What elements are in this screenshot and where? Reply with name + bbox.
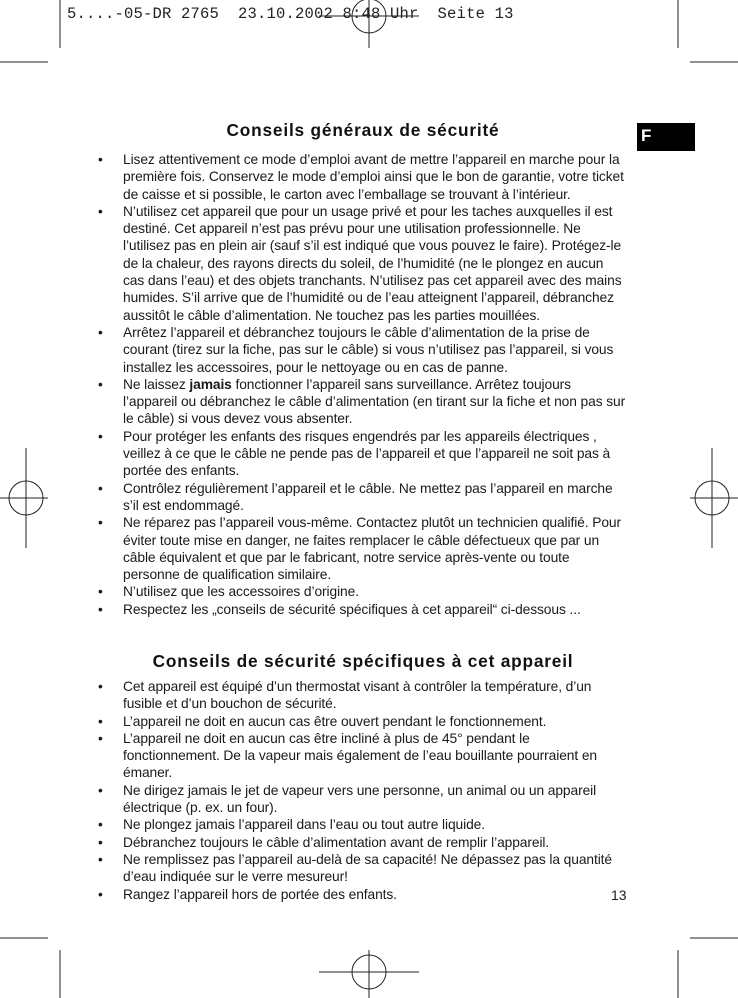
list-item-supervision: [123, 376, 628, 428]
list-item: • N’utilisez que les accessoires d’origine.: [123, 583, 628, 600]
heading-specific-safety: Conseils de sécurité spécifiques à cet appareil: [152, 651, 574, 671]
crop-mark-top-right: [678, 0, 738, 62]
list-item: • Respectez les „conseils de sécurité spécifiques à cet appareil“ ci-dessous ...: [123, 601, 628, 618]
print-slug-header: 5....-05-DR 2765 23.10.2002 8:48 Uhr Seite 13: [67, 5, 514, 23]
supervision-text-start: Ne laissez: [123, 376, 190, 392]
list-item: • Rangez l’appareil hors de portée des enfants.: [123, 886, 628, 903]
specific-safety-list: [0, 678, 628, 903]
list-item: • Ne réparez pas l’appareil vous-même. Contactez plutôt un technicien qualifié. Pour éviter toute mise en danger, ne faites remplacer le câble défectueux que par un câble équivalent et que par le fabricant, notre service après-vente ou toute personne de qualification similaire.: [123, 514, 628, 583]
list-item: • Pour protéger les enfants des risques engendrés par les appareils électriques , veillez à ce que le câble ne pende pas de l’appareil et que l’appareil ne soit pas à portée des enfants.: [123, 428, 628, 480]
list-item: • Ne dirigez jamais le jet de vapeur vers une personne, un animal ou un appareil électrique (p. ex. un four).: [123, 782, 628, 817]
page-number: 13: [611, 887, 627, 903]
crop-mark-bottom-left: [0, 938, 60, 998]
list-item: • Ne plongez jamais l’appareil dans l’eau ou tout autre liquide.: [123, 816, 628, 833]
language-tab-f: F: [637, 123, 695, 151]
heading-general-safety: Conseils généraux de sécurité: [226, 120, 500, 140]
general-safety-list: [0, 151, 628, 618]
list-item: • Ne remplissez pas l’appareil au-delà de sa capacité! Ne dépassez pas la quantité d’eau indiquée sur le verre mesureur!: [123, 851, 628, 886]
registration-mark-right: [690, 448, 738, 548]
list-item: • L’appareil ne doit en aucun cas être incliné à plus de 45° pendant le fonctionnement. De la vapeur mais également de l’eau bouillante pourraient en émaner.: [123, 730, 628, 782]
list-item: • Contrôlez régulièrement l’appareil et le câble. Ne mettez pas l’appareil en marche s’il est endommagé.: [123, 480, 628, 515]
registration-mark-bottom: [319, 950, 419, 998]
crop-mark-top-left: [0, 0, 60, 62]
emphasis-never: jamais: [189, 376, 232, 392]
list-item: • Lisez attentivement ce mode d’emploi avant de mettre l’appareil en marche pour la première fois. Conservez le mode d’emploi ainsi que le bon de garantie, votre ticket de caisse et si possible, le carton avec l’emballage se trouvant à l’intérieur.: [123, 151, 628, 203]
list-item: • Débranchez toujours le câble d’alimentation avant de remplir l’appareil.: [123, 834, 628, 851]
list-item: • N’utilisez cet appareil que pour un usage privé et pour les taches auxquelles il est destiné. Cet appareil n’est pas prévu pour une utilisation professionnelle. Ne l’utilisez pas en plein air (sauf s’il est indiqué que vous pouvez le faire). Protégez-le de la chaleur, des rayons directs du soleil, de l’humidité (ne le plongez en aucun cas dans l’eau) et des objets tranchants. N’utilisez pas cet appareil avec des mains humides. S’il arrive que de l’humidité ou de l’eau atteignent l’appareil, débranchez aussitôt le câble d’alimentation. Ne touchez pas les parties mouillées.: [123, 203, 628, 324]
supervision-text-end: fonctionner l’appareil sans surveillance. Arrêtez toujours l’appareil ou débranchez le câble d’alimentation (en tirant sur la fiche et non pas sur le câble) si vous devez vous absenter.: [123, 376, 626, 427]
list-item: • L’appareil ne doit en aucun cas être ouvert pendant le fonctionnement.: [123, 713, 628, 730]
list-item: • Cet appareil est équipé d’un thermostat visant à contrôler la température, d’un fusible et d’un bouchon de sécurité.: [123, 678, 628, 713]
crop-mark-bottom-right: [678, 938, 738, 998]
list-item: • Arrêtez l’appareil et débranchez toujours le câble d’alimentation de la prise de courant (tirez sur la fiche, pas sur le câble) si vous n’utilisez pas l’appareil, si vous installez les accessoires, pour le nettoyage ou en cas de panne.: [123, 324, 628, 376]
